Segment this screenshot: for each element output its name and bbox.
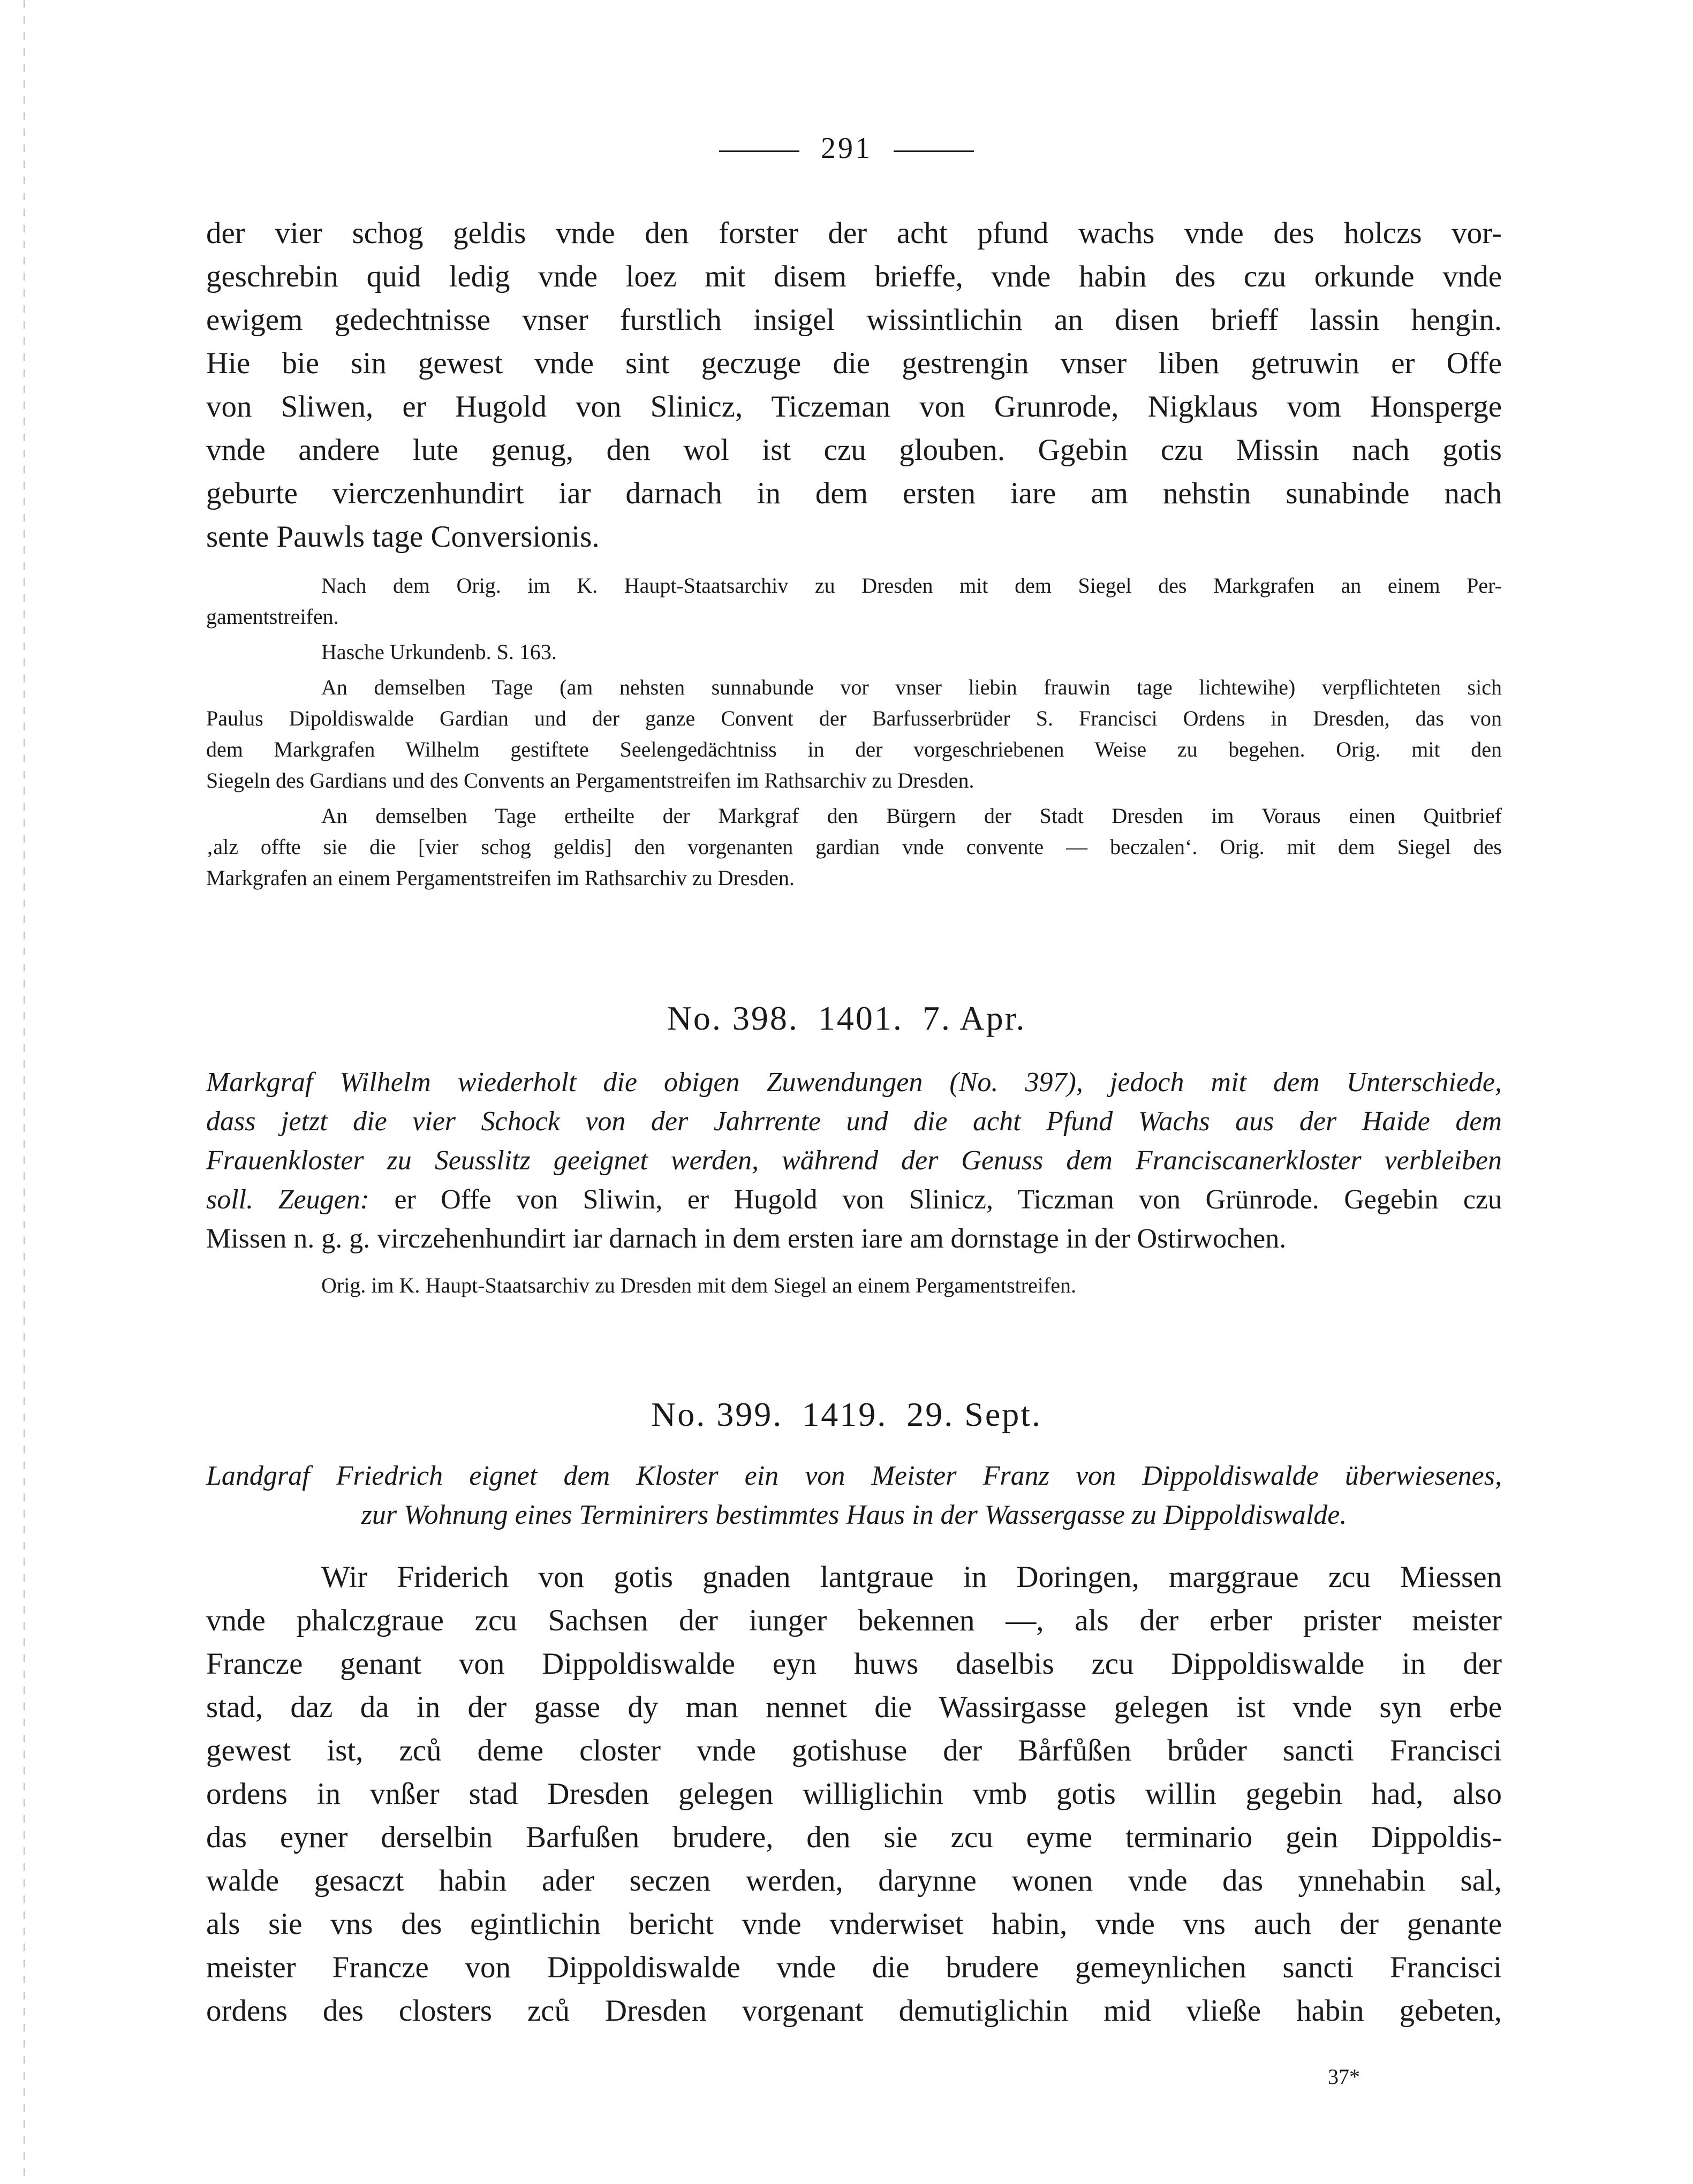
related-note-2 <box>206 800 1502 894</box>
note-line: An demselben Tage ertheilte der Markgraf den Bürgern der Stadt Dresden im Voraus einen Quitbrief <box>321 804 1502 828</box>
text-line: geburte vierczenhundirt iar darnach in dem ersten iare am nehstin sunabinde nach <box>206 477 1502 510</box>
text-line: meister Francze von Dippoldiswalde vnde die brudere gemeynlichen sancti Francisci <box>206 1951 1502 1984</box>
note-line: Paulus Dipoldiswalde Gardian und der ganze Convent der Barfusserbrüder S. Francisci Ordens in Dresden, das von <box>206 706 1502 730</box>
regest-italic-part: soll. Zeugen: <box>206 1184 369 1215</box>
text-line: ewigem gedechtnisse vnser furstlich insigel wissintlichin an disen brieff lassin hengin. <box>206 303 1502 337</box>
regest-line: Markgraf Wilhelm wiederholt die obigen Zuwendungen (No. 397), jedoch mit dem Unterschiede, <box>206 1067 1502 1098</box>
regest-line: Missen n. g. g. virczehenhundirt iar darnach in dem ersten iare am dornstage in der Ostirwochen. <box>206 1223 1287 1254</box>
text-line: vnde andere lute genug, den wol ist czu glouben. Ggebin czu Missin nach gotis <box>206 433 1502 467</box>
text-line: ordens des closters zců Dresden vorgenant demutiglichin mid vließe habin gebeten, <box>206 1994 1502 2028</box>
text-line: Hie bie sin gewest vnde sint geczuge die gestrengin vnser liben getruwin er Offe <box>206 346 1502 380</box>
regest-roman-part: er Offe von Sliwin, er Hugold von Slinicz, Ticzman von Grünrode. Gegebin czu <box>369 1184 1502 1215</box>
text-line: der vier schog geldis vnde den forster der acht pfund wachs vnde des holczs vor- <box>206 216 1502 250</box>
text-line: ordens in vnßer stad Dresden gelegen williglichin vmb gotis willin gegebin had, also <box>206 1777 1502 1811</box>
doc-398-number: No. 398. <box>667 999 799 1037</box>
related-note-1 <box>206 672 1502 796</box>
text-line: vnde phalczgraue zcu Sachsen der iunger bekennen —, als der erber prister meister <box>206 1604 1502 1637</box>
header-dash-right <box>894 150 974 152</box>
continuation-paragraph <box>206 211 1502 558</box>
doc-398-source-note <box>206 1270 1502 1301</box>
text-line: stad, daz da in der gasse dy man nennet die Wassirgasse gelegen ist vnde syn erbe <box>206 1690 1502 1724</box>
literature-note <box>206 637 1502 668</box>
note-line: ‚alz offte sie die [vier schog geldis] den vorgenanten gardian vnde convente — beczalen‘. Orig. mit dem Siegel des <box>206 835 1502 859</box>
regest-line: Landgraf Friedrich eignet dem Kloster ein von Meister Franz von Dippoldiswalde überwiesenes, <box>206 1461 1502 1491</box>
doc-399-year: 1419. <box>802 1395 888 1433</box>
source-note <box>206 570 1502 632</box>
doc-398-date: 7. Apr. <box>922 999 1026 1037</box>
text-line: Wir Friderich von gotis gnaden lantgraue in Doringen, marggraue zcu Miessen <box>321 1560 1502 1594</box>
doc-398-year: 1401. <box>818 999 903 1037</box>
note-line: Hasche Urkundenb. S. 163. <box>321 640 557 664</box>
text-line: das eyner derselbin Barfußen brudere, den sie zcu eyme terminario gein Dippoldis- <box>206 1820 1502 1854</box>
text-line: Francze genant von Dippoldiswalde eyn huws daselbis zcu Dippoldiswalde in der <box>206 1647 1502 1681</box>
page-header <box>0 131 1693 165</box>
note-line: dem Markgrafen Wilhelm gestiftete Seelengedächtniss in der vorgeschriebenen Weise zu begehen. Orig. mit den <box>206 737 1502 761</box>
doc-398-regest <box>206 1063 1502 1301</box>
regest-line: Frauenkloster zu Seusslitz geeignet werden, während der Genuss dem Franciscanerkloster verbleiben <box>206 1145 1502 1176</box>
note-line: Markgrafen an einem Pergamentstreifen im Rathsarchiv zu Dresden. <box>206 866 795 890</box>
doc-399-regest <box>206 1456 1502 1535</box>
scan-edge-line <box>24 0 25 2184</box>
text-line: von Sliwen, er Hugold von Slinicz, Ticzeman von Grunrode, Nigklaus vom Honsperge <box>206 390 1502 424</box>
doc-398-regest-paragraph <box>206 1063 1502 1258</box>
doc-399-date: 29. Sept. <box>906 1395 1042 1433</box>
note-line: An demselben Tage (am nehsten sunnabunde vor vnser liebin frauwin tage lichtewihe) verpflichteten sich <box>321 675 1502 699</box>
text-line: walde gesaczt habin ader seczen werden, darynne wonen vnde das ynnehabin sal, <box>206 1864 1502 1898</box>
text-line: gewest ist, zců deme closter vnde gotishuse der Bårfůßen brůder sancti Francisci <box>206 1734 1502 1767</box>
text-line: geschrebin quid ledig vnde loez mit disem brieffe, vnde habin des czu orkunde vnde <box>206 260 1502 293</box>
continuation-text-block <box>206 211 1502 558</box>
regest-line: dass jetzt die vier Schock von der Jahrrente und die acht Pfund Wachs aus der Haide dem <box>206 1106 1502 1137</box>
text-line: als sie vns des egintlichin bericht vnde vnderwiset habin, vnde vns auch der genante <box>206 1907 1502 1941</box>
page-number: 291 <box>821 132 872 165</box>
note-line: Orig. im K. Haupt-Staatsarchiv zu Dresden mit dem Siegel an einem Pergamentstreifen. <box>321 1273 1076 1297</box>
notes-397 <box>206 570 1502 894</box>
note-line: Siegeln des Gardians und des Convents an Pergamentstreifen im Rathsarchiv zu Dresden. <box>206 768 974 792</box>
doc-399-paragraph <box>206 1555 1502 2032</box>
regest-line: zur Wohnung eines Terminirers bestimmtes Haus in der Wassergasse zu Dippoldiswalde. <box>361 1500 1347 1530</box>
doc-399-regest-paragraph <box>206 1456 1502 1535</box>
doc-399-number: No. 399. <box>651 1395 783 1433</box>
note-line: gamentstreifen. <box>206 604 339 629</box>
doc-399-text <box>206 1555 1502 2032</box>
doc-399-heading <box>0 1395 1693 1434</box>
signature-mark: 37* <box>1328 2065 1360 2089</box>
regest-line-mixed <box>206 1180 1502 1219</box>
note-line: Nach dem Orig. im K. Haupt-Staatsarchiv zu Dresden mit dem Siegel des Markgrafen an einem Per- <box>321 573 1502 598</box>
doc-398-heading <box>0 999 1693 1038</box>
text-line: sente Pauwls tage Conversionis. <box>206 520 600 554</box>
header-dash-left <box>719 150 799 152</box>
